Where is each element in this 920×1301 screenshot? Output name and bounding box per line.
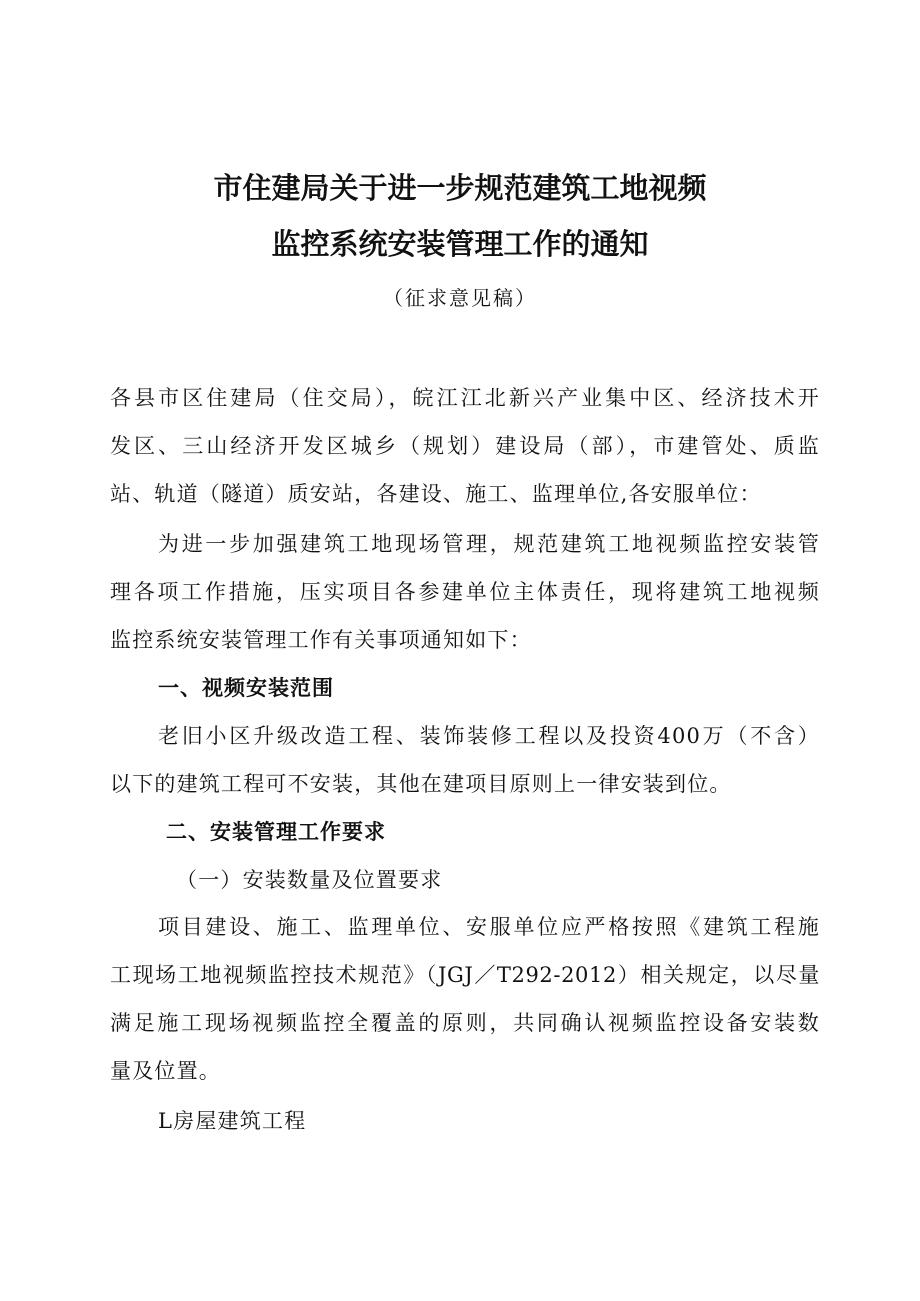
section-1-line: 以下的建筑工程可不安装，其他在建项目原则上一律安装到位。: [110, 772, 732, 796]
section-2-line: 量及位置。: [110, 1059, 221, 1083]
intro-line: 监控系统安装管理工作有关事项通知如下：: [110, 628, 532, 652]
document-title-line-2: 监控系统安装管理工作的通知: [271, 227, 649, 261]
section-1-heading: 一、视频安装范围: [158, 676, 334, 700]
section-2-line: 满足施工现场视频监控全覆盖的原则，共同确认视频监控设备安装数: [110, 1011, 820, 1035]
section-2-line: 项目建设、施工、监理单位、安服单位应严格按照《建筑工程施: [158, 915, 820, 939]
document-title-line-1: 市住建局关于进一步规范建筑工地视频: [213, 171, 707, 205]
intro-line: 为进一步加强建筑工地现场管理，规范建筑工地视频监控安装管: [158, 532, 820, 556]
recipients-line: 站、轨道（隧道）质安站，各建设、施工、监理单位,各安服单位：: [110, 482, 762, 506]
section-2-heading: 二、安装管理工作要求: [166, 820, 386, 844]
section-2-line: 工现场工地视频监控技术规范》（JGJ／T292-2012）相关规定，以尽量: [110, 963, 820, 987]
recipients-line: 各县市区住建局（住交局），皖江江北新兴产业集中区、经济技术开: [110, 386, 820, 410]
recipients-line: 发区、三山经济开发区城乡（规划）建设局（部），市建管处、质监: [110, 434, 820, 458]
intro-line: 理各项工作措施，压实项目各参建单位主体责任，现将建筑工地视频: [110, 580, 820, 604]
subsection-heading: （一）安装数量及位置要求: [176, 868, 443, 892]
section-1-line: 老旧小区升级改造工程、装饰装修工程以及投资400万（不含）: [158, 724, 820, 748]
draft-subtitle: （征求意见稿）: [383, 286, 537, 310]
list-item-building-works: L房屋建筑工程: [158, 1109, 307, 1133]
